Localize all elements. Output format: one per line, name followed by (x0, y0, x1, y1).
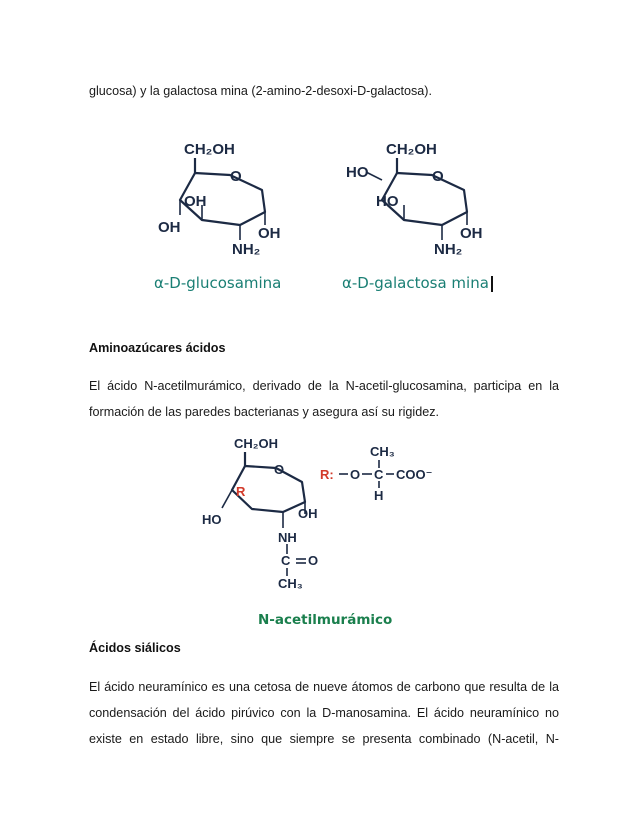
para2-line1: El ácido neuramínico es una cetosa de nueve átomos de carbono que resulta de la (89, 680, 559, 694)
glucosamine-ring-o: O (230, 168, 242, 185)
galactosamine-oh-right: OH (460, 225, 483, 242)
heading-aminoazucares: Aminoazúcares ácidos (89, 341, 226, 355)
glucosamine-oh-right: OH (258, 225, 281, 242)
galactosamine-ho-inner: HO (376, 193, 399, 210)
muramic-r-in-ring: R (236, 484, 246, 499)
heading-acidos-sialicos: Ácidos siálicos (89, 641, 181, 655)
r-chain-c: C (374, 467, 384, 482)
muramic-ho-left: HO (202, 512, 222, 527)
muramic-ch2oh: CH₂OH (234, 436, 279, 451)
galactosamine-ch2oh: CH₂OH (386, 141, 437, 158)
intro-line: glucosa) y la galactosa mina (2-amino-2-desoxi-D-galactosa). (89, 84, 432, 98)
figure-glucosamine-galactosamine (140, 130, 520, 300)
r-ch3: CH₃ (370, 444, 395, 459)
muramic-structure (202, 436, 318, 591)
galactosamine-ring-o: O (432, 168, 444, 185)
glucosamine-oh-inner: OH (184, 193, 207, 210)
muramic-c-carbonyl: C (281, 553, 291, 568)
r-group-definition (320, 444, 432, 503)
r-chain-o: O (350, 467, 361, 482)
caption-galactosamine: α-D-galactosa mina (342, 274, 489, 292)
muramic-ring-o: O (274, 462, 285, 477)
galactosamine-ho-top: HO (346, 164, 369, 181)
muramic-o-carbonyl: O (308, 553, 319, 568)
muramic-ch3-bottom: CH₃ (278, 576, 303, 591)
para1-line2: formación de las paredes bacterianas y asegura así su rigidez. (89, 405, 440, 419)
galactosamine-nh2: NH₂ (434, 241, 463, 258)
muramic-nh: NH (278, 530, 297, 545)
r-coo: COO⁻ (396, 467, 433, 482)
muramic-oh-right: OH (298, 506, 318, 521)
glucosamine-ch2oh: CH₂OH (184, 141, 235, 158)
para1-line1: El ácido N-acetilmurámico, derivado de la N-acetil-glucosamina, participa en la (89, 379, 559, 393)
para2-line2: condensación del ácido pirúvico con la D-manosamina. El ácido neuramínico no (89, 706, 559, 720)
figure-n-acetilmuramico (190, 432, 460, 602)
r-h: H (374, 488, 384, 503)
glucosamine-nh2: NH₂ (232, 241, 261, 258)
r-label: R: (320, 467, 334, 482)
glucosamine-structure (158, 141, 281, 258)
glucosamine-oh-left: OH (158, 219, 181, 236)
para2-line3: existe en estado libre, sino que siempre se presenta combinado (N-acetil, N- (89, 732, 559, 746)
caption-glucosamine: α-D-glucosamina (154, 274, 282, 292)
caption-n-acetilmuramico: N-acetilmurámico (258, 612, 393, 628)
galactosamine-structure (346, 141, 483, 258)
